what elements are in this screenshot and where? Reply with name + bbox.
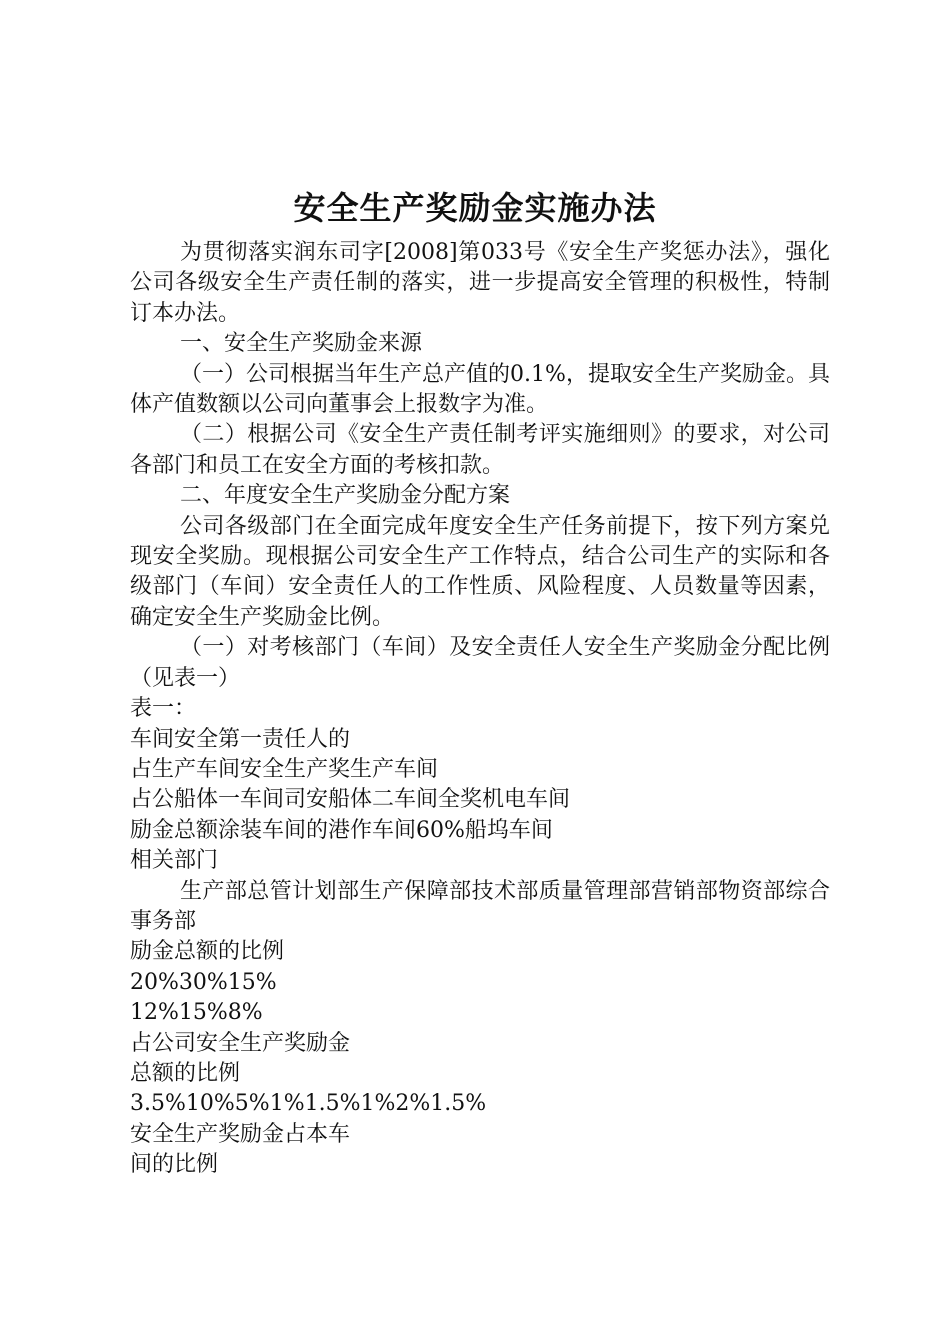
section-heading-1: 一、安全生产奖励金来源 [180,331,423,357]
table-line: 12%15%8% [130,1000,263,1026]
table-label: 表一： [130,696,197,722]
table-line: 占生产车间安全生产奖生产车间 [130,756,439,782]
section-2-paragraph: 公司各级部门在全面完成年度安全生产任务前提下，按下列方案兑现安全奖励。现根据公司安全生产工作特点，结合公司生产的实际和各级部门（车间）安全责任人的工作性质、风险程度、人员数量等因素，确定安全生产奖励金比例。 [130,513,830,630]
table-line: 占公司安全生产奖励金 [130,1030,351,1056]
document-body [130,238,830,1181]
table-line: 相关部门 [130,848,219,874]
table-line: 占公船体一车间司安船体二车间全奖机电车间 [130,787,571,813]
table-line: 总额的比例 [130,1060,241,1086]
clause-1-1: （一）公司根据当年生产总产值的0.1%，提取安全生产奖励金。具体产值数额以公司向董事会上报数字为准。 [130,361,830,418]
document-title: 安全生产奖励金实施办法 [293,189,657,227]
table-line: 励金总额的比例 [130,939,285,965]
table-line: 3.5%10%5%1%1.5%1%2%1.5% [130,1091,487,1117]
table-line: 励金总额涂装车间的港作车间60%船坞车间 [130,817,553,843]
section-heading-2: 二、年度安全生产奖励金分配方案 [180,483,511,509]
table-line: 20%30%15% [130,969,277,995]
table-line: 车间安全第一责任人的 [130,726,351,752]
table-line: 生产部总管计划部生产保障部技术部质量管理部营销部物资部综合事务部 [130,878,830,934]
intro-paragraph: 为贯彻落实润东司字[2008]第033号《安全生产奖惩办法》，强化公司各级安全生产责任制的落实，进一步提高安全管理的积极性，特制订本办法。 [130,240,830,326]
table-line: 安全生产奖励金占本车 [130,1121,351,1147]
clause-1-2: （二）根据公司《安全生产责任制考评实施细则》的要求，对公司各部门和员工在安全方面的考核扣款。 [130,422,830,478]
clause-2-1: （一）对考核部门（车间）及安全责任人安全生产奖励金分配比例（见表一） [130,635,830,691]
table-line: 间的比例 [130,1152,219,1178]
